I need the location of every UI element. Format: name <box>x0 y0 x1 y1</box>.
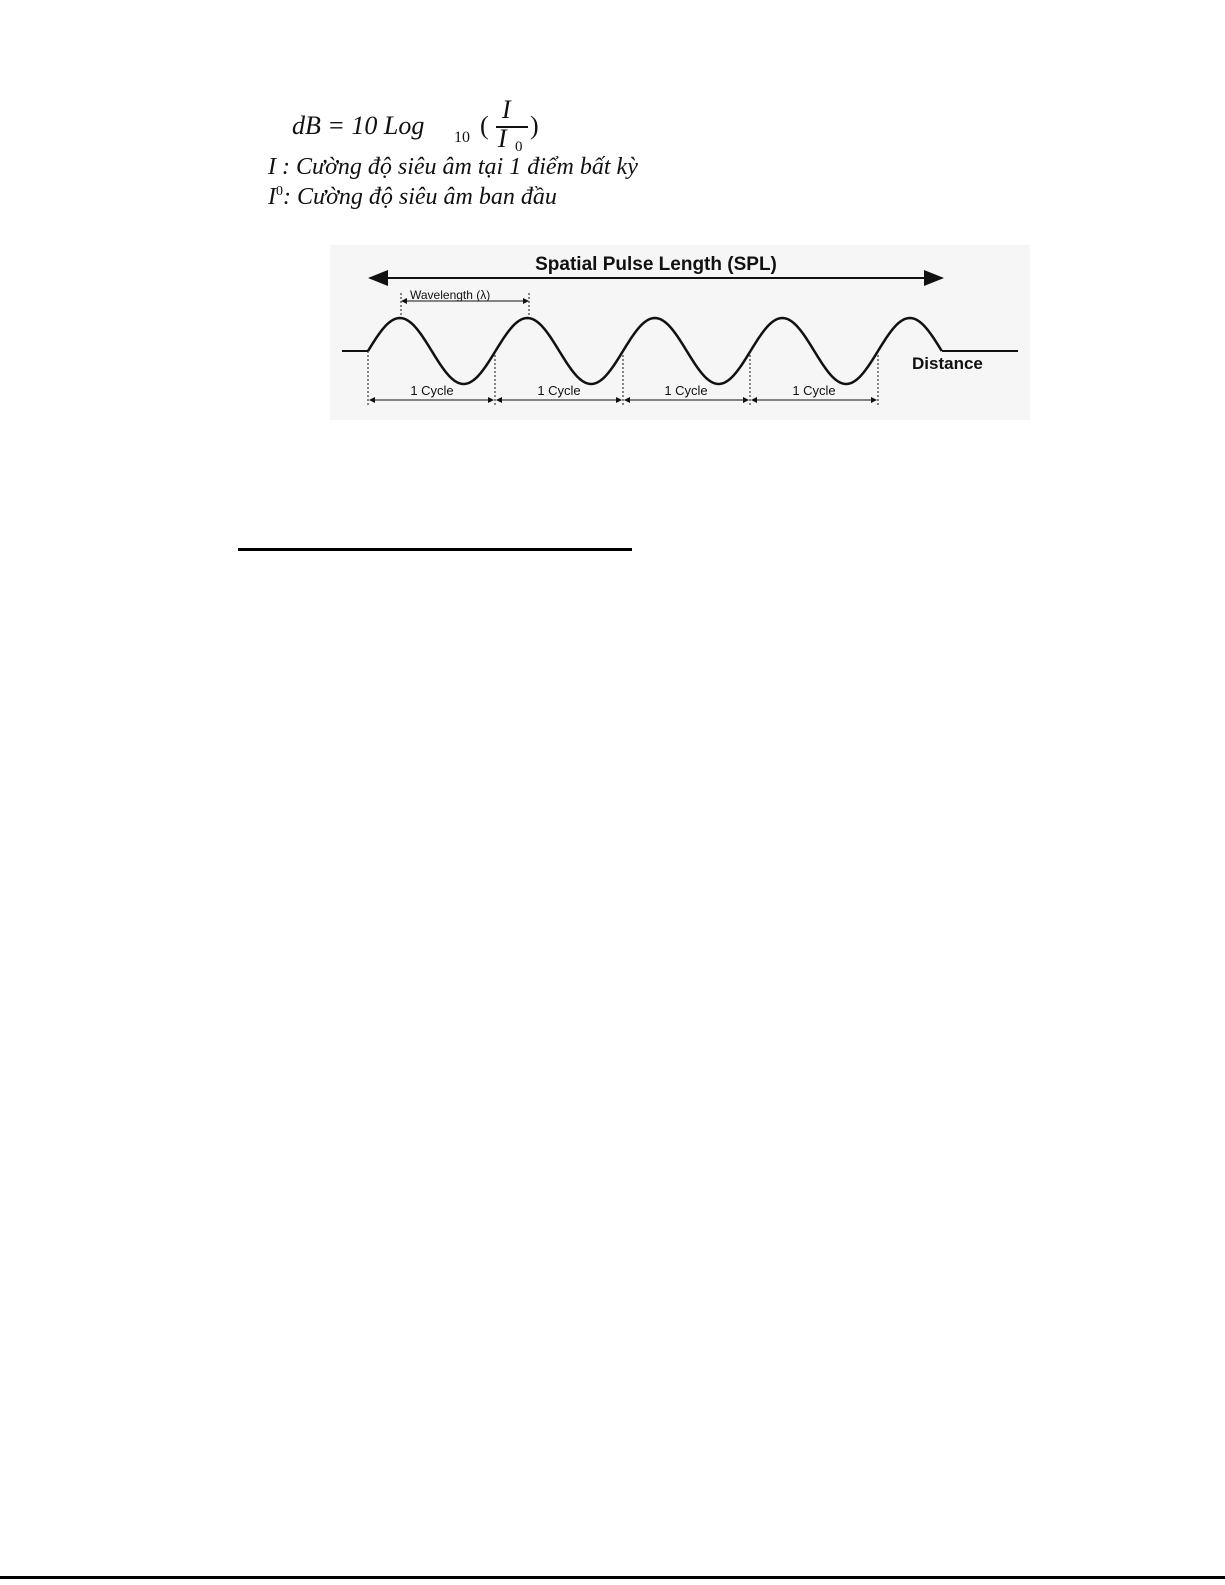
formula-denominator: I <box>498 124 507 153</box>
cycle-label: 1 Cycle <box>792 383 836 398</box>
formula-numerator: I <box>502 95 511 124</box>
cycle-label: 1 Cycle <box>410 383 454 398</box>
spl-diagram-svg <box>330 245 1030 420</box>
definition-symbol: I <box>268 184 276 210</box>
definition-text: : Cường độ siêu âm ban đầu <box>283 184 557 210</box>
definition-initial-intensity <box>268 184 557 211</box>
section-divider <box>238 548 632 551</box>
cycle-label: 1 Cycle <box>664 383 708 398</box>
formula-log-base: 10 <box>454 129 470 146</box>
spl-diagram <box>330 245 1030 420</box>
formula-paren-close: ) <box>530 111 539 140</box>
waveform <box>368 318 942 384</box>
spl-label: Spatial Pulse Length (SPL) <box>535 254 777 275</box>
definition-intensity <box>268 154 638 181</box>
formula-paren-open: ( <box>480 111 489 140</box>
formula-lhs: dB = 10 Log <box>292 111 425 140</box>
page-bottom-border <box>0 1576 1225 1579</box>
distance-label: Distance <box>912 354 983 373</box>
cycle-label: 1 Cycle <box>537 383 581 398</box>
formula-denominator-subscript: 0 <box>515 139 523 155</box>
definition-superscript: 0 <box>276 184 283 199</box>
wavelength-label: Wavelength (λ) <box>410 288 491 302</box>
decibel-formula <box>282 95 602 155</box>
definition-text: : Cường độ siêu âm tại 1 điểm bất kỳ <box>276 154 638 180</box>
definition-symbol: I <box>268 154 276 180</box>
